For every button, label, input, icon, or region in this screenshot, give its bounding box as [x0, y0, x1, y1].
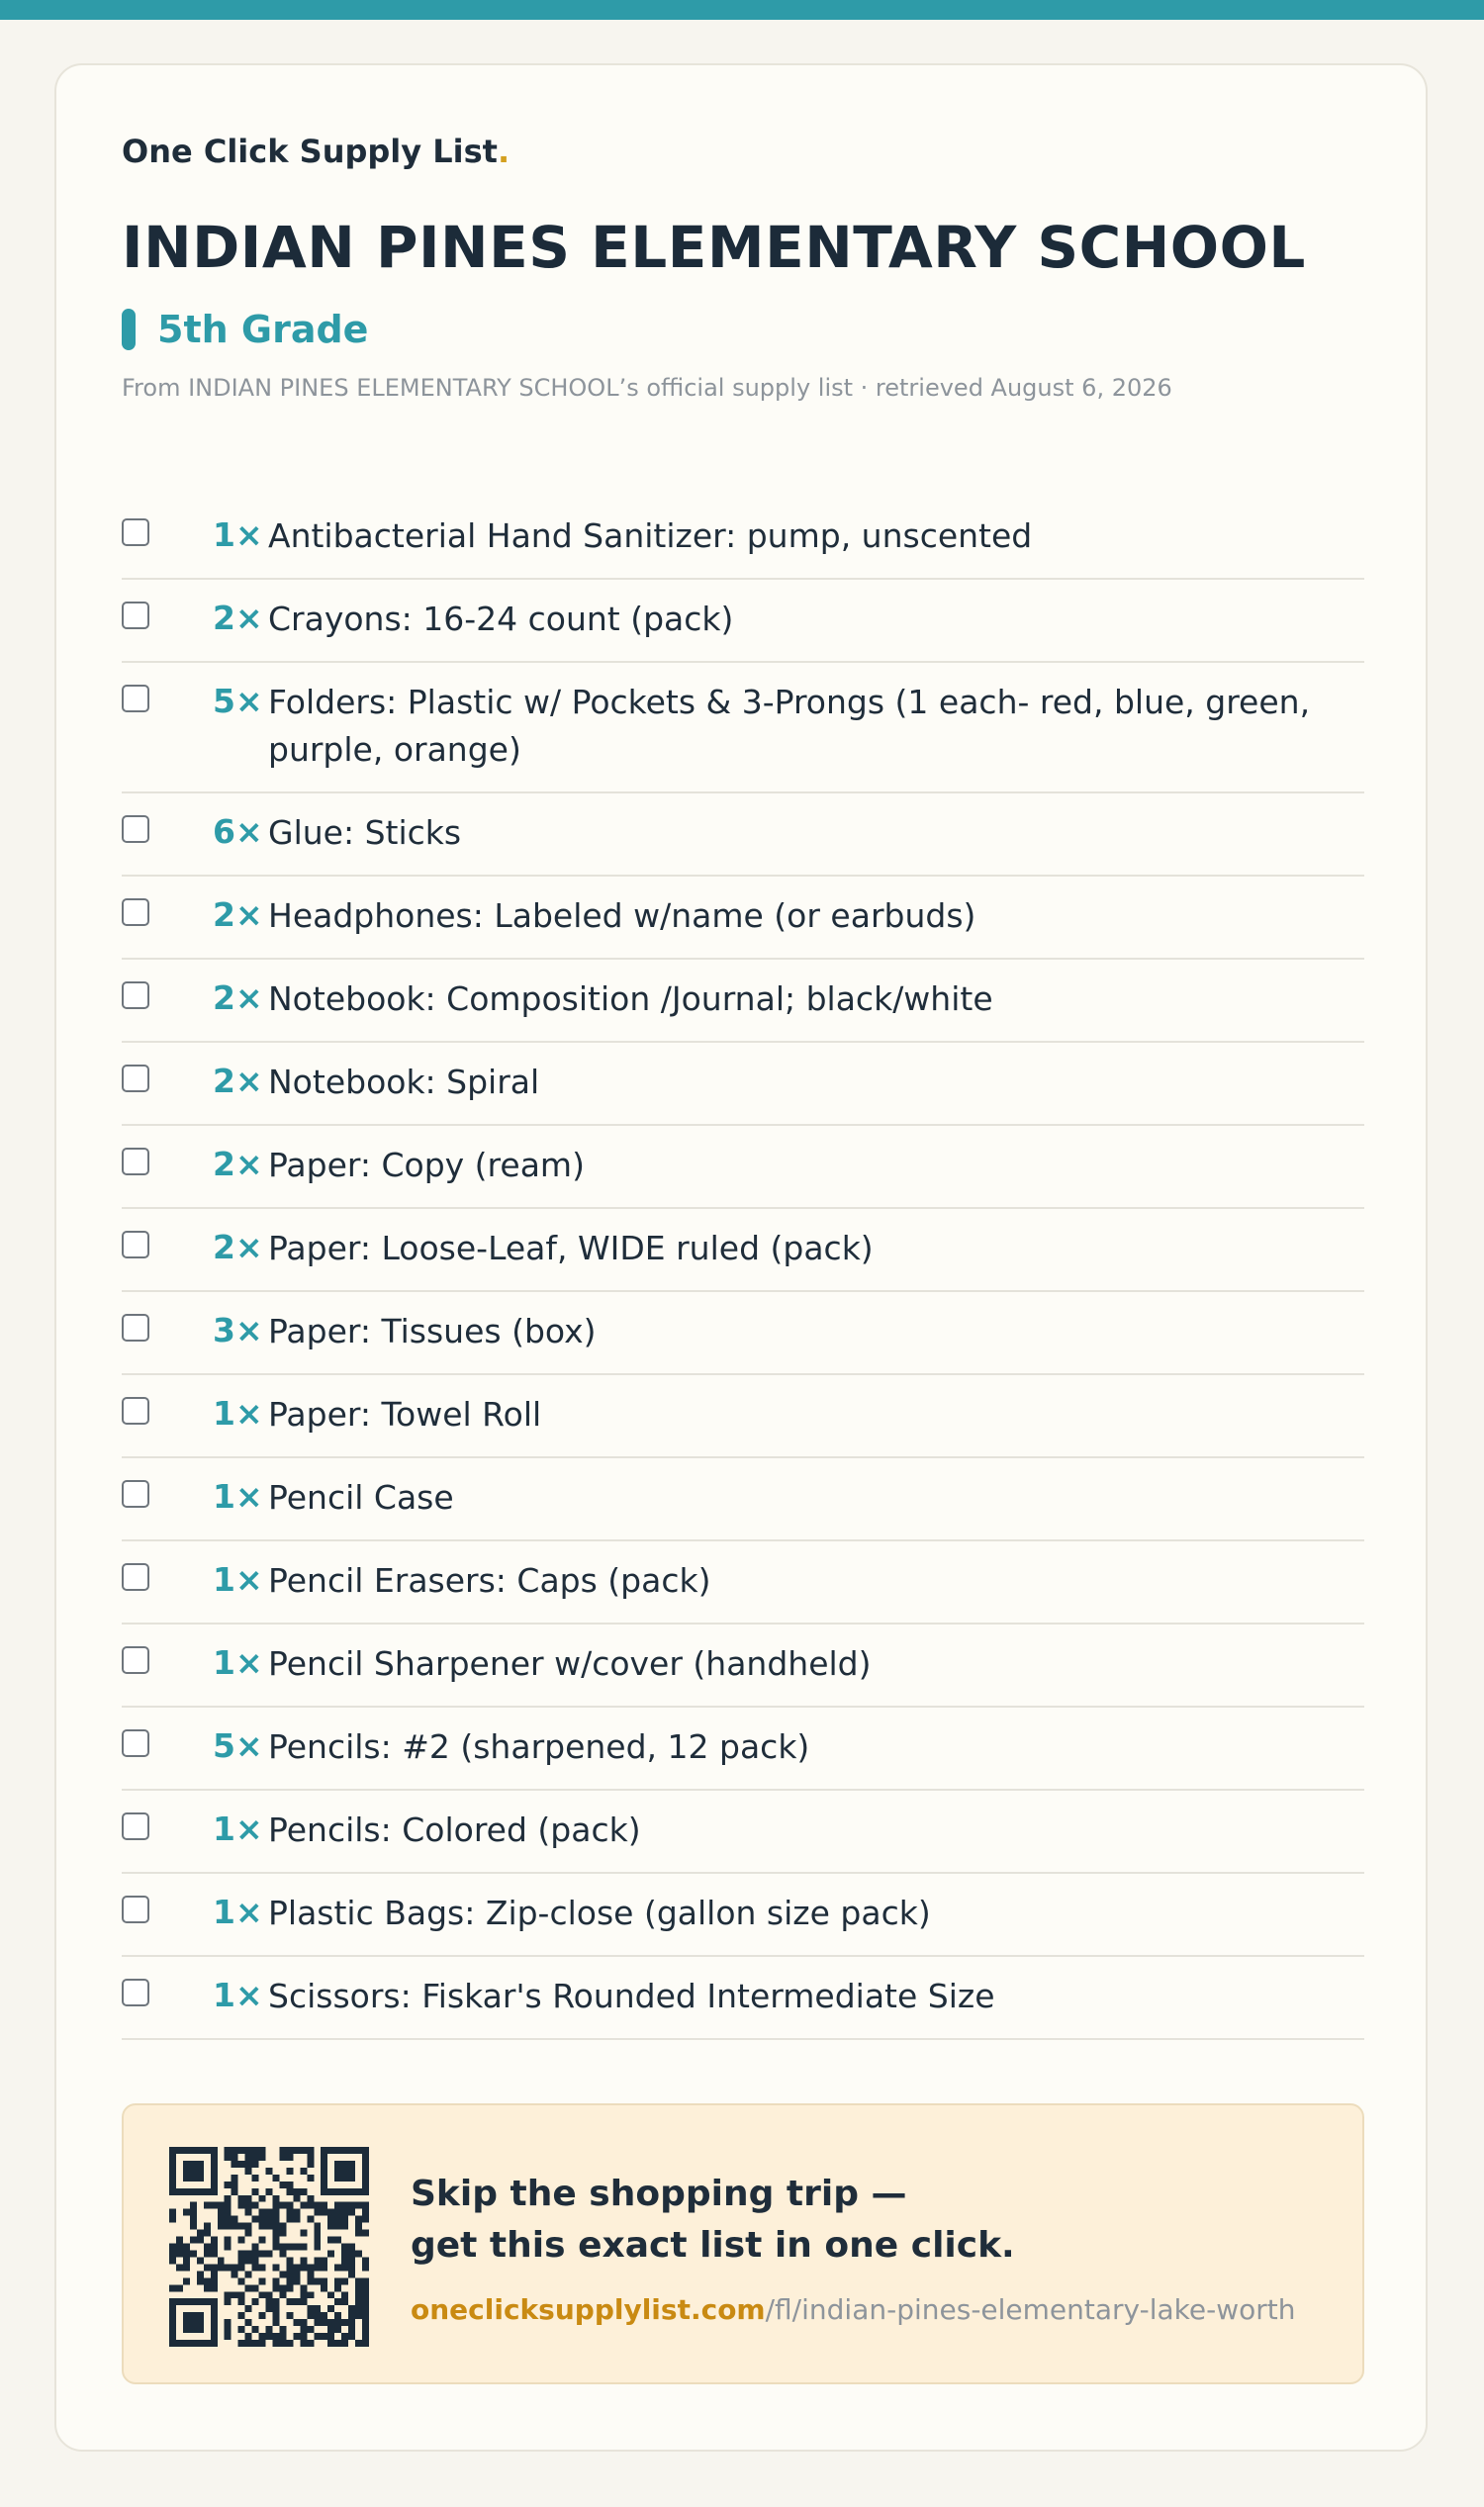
list-item[interactable] — [122, 497, 1364, 580]
item-name: Pencils: Colored (pack) — [268, 1811, 641, 1849]
list-item[interactable] — [122, 793, 1364, 877]
item-quantity: 1× — [213, 1976, 263, 2014]
item-name: Notebook: Composition /Journal; black/white — [268, 979, 993, 1018]
item-name: Crayons: 16-24 count (pack) — [268, 600, 734, 638]
item-name: Notebook: Spiral — [268, 1063, 540, 1101]
item-name: Headphones: Labeled w/name (or earbuds) — [268, 896, 976, 935]
list-item[interactable] — [122, 1625, 1364, 1708]
supply-list-card — [54, 63, 1428, 2452]
item-name: Paper: Loose-Leaf, WIDE ruled (pack) — [268, 1229, 874, 1267]
list-item[interactable] — [122, 1874, 1364, 1957]
brand-name: One Click Supply List — [122, 133, 498, 170]
cta-banner — [122, 2103, 1364, 2384]
supply-list — [122, 497, 1364, 2040]
qr-code-icon[interactable] — [169, 2147, 369, 2347]
cta-url-link[interactable] — [411, 2293, 1295, 2326]
item-name: Scissors: Fiskar's Rounded Intermediate Size — [268, 1977, 995, 2015]
item-quantity: 1× — [213, 1394, 263, 1433]
list-item[interactable] — [122, 1292, 1364, 1375]
item-quantity: 2× — [213, 1062, 263, 1100]
item-quantity: 1× — [213, 1810, 263, 1848]
item-quantity: 2× — [213, 895, 263, 934]
item-quantity: 1× — [213, 515, 263, 554]
list-item[interactable] — [122, 580, 1364, 663]
item-checkbox[interactable] — [122, 518, 149, 546]
item-checkbox[interactable] — [122, 1812, 149, 1840]
list-item[interactable] — [122, 663, 1364, 793]
item-checkbox[interactable] — [122, 981, 149, 1009]
item-checkbox[interactable] — [122, 1314, 149, 1342]
item-checkbox[interactable] — [122, 1729, 149, 1757]
item-name: Pencil Sharpener w/cover (handheld) — [268, 1644, 872, 1683]
item-checkbox[interactable] — [122, 1148, 149, 1175]
list-item[interactable] — [122, 960, 1364, 1043]
item-name: Pencil Case — [268, 1478, 454, 1517]
item-quantity: 2× — [213, 1228, 263, 1266]
top-accent-bar — [0, 0, 1484, 20]
item-quantity: 1× — [213, 1643, 263, 1682]
item-checkbox[interactable] — [122, 1646, 149, 1674]
item-checkbox[interactable] — [122, 1397, 149, 1425]
item-name: Pencil Erasers: Caps (pack) — [268, 1561, 711, 1600]
cta-url-path[interactable]: /fl/indian-pines-elementary-lake-worth — [765, 2293, 1296, 2326]
item-checkbox[interactable] — [122, 1896, 149, 1923]
school-title: INDIAN PINES ELEMENTARY SCHOOL — [122, 214, 1306, 281]
cta-headline-line-1: Skip the shopping trip — — [411, 2174, 907, 2214]
list-item[interactable] — [122, 1126, 1364, 1209]
item-name: Paper: Tissues (box) — [268, 1312, 597, 1350]
item-name: Plastic Bags: Zip-close (gallon size pack) — [268, 1894, 931, 1932]
item-checkbox[interactable] — [122, 1563, 149, 1591]
item-checkbox[interactable] — [122, 1231, 149, 1258]
item-name: Paper: Towel Roll — [268, 1395, 542, 1434]
grade-heading — [122, 307, 368, 352]
item-checkbox[interactable] — [122, 685, 149, 712]
item-quantity: 1× — [213, 1560, 263, 1599]
item-quantity: 5× — [213, 682, 263, 720]
item-name: Paper: Copy (ream) — [268, 1146, 585, 1184]
source-note: From INDIAN PINES ELEMENTARY SCHOOL’s official supply list · retrieved August 6, 2026 — [122, 374, 1172, 402]
item-name: Pencils: #2 (sharpened, 12 pack) — [268, 1727, 810, 1766]
item-checkbox[interactable] — [122, 1065, 149, 1092]
item-checkbox[interactable] — [122, 815, 149, 843]
item-name: Antibacterial Hand Sanitizer: pump, unscented — [268, 516, 1033, 555]
item-quantity: 2× — [213, 1145, 263, 1183]
list-item[interactable] — [122, 1957, 1364, 2040]
list-item[interactable] — [122, 1375, 1364, 1458]
item-quantity: 2× — [213, 599, 263, 637]
item-checkbox[interactable] — [122, 898, 149, 926]
item-name: Glue: Sticks — [268, 813, 462, 852]
item-checkbox[interactable] — [122, 602, 149, 629]
item-name: Folders: Plastic w/ Pockets & 3-Prongs (1 each- red, blue, green, purple, orange) — [268, 683, 1311, 769]
item-checkbox[interactable] — [122, 1979, 149, 2006]
brand-dot: . — [497, 133, 510, 170]
list-item[interactable] — [122, 1791, 1364, 1874]
item-quantity: 1× — [213, 1893, 263, 1931]
item-quantity: 2× — [213, 978, 263, 1017]
list-item[interactable] — [122, 1209, 1364, 1292]
cta-headline-line-2: get this exact list in one click. — [411, 2225, 1015, 2266]
item-quantity: 3× — [213, 1311, 263, 1349]
cta-text — [411, 2169, 1295, 2326]
item-quantity: 5× — [213, 1726, 263, 1765]
cta-url-domain[interactable]: oneclicksupplylist.com — [411, 2293, 766, 2326]
list-item[interactable] — [122, 1458, 1364, 1541]
grade-accent-bar — [122, 309, 136, 350]
item-quantity: 1× — [213, 1477, 263, 1516]
list-item[interactable] — [122, 877, 1364, 960]
list-item[interactable] — [122, 1708, 1364, 1791]
item-checkbox[interactable] — [122, 1480, 149, 1508]
item-quantity: 6× — [213, 812, 263, 851]
brand-logo-text — [122, 133, 510, 170]
list-item[interactable] — [122, 1043, 1364, 1126]
grade-label: 5th Grade — [157, 308, 369, 351]
list-item[interactable] — [122, 1541, 1364, 1625]
